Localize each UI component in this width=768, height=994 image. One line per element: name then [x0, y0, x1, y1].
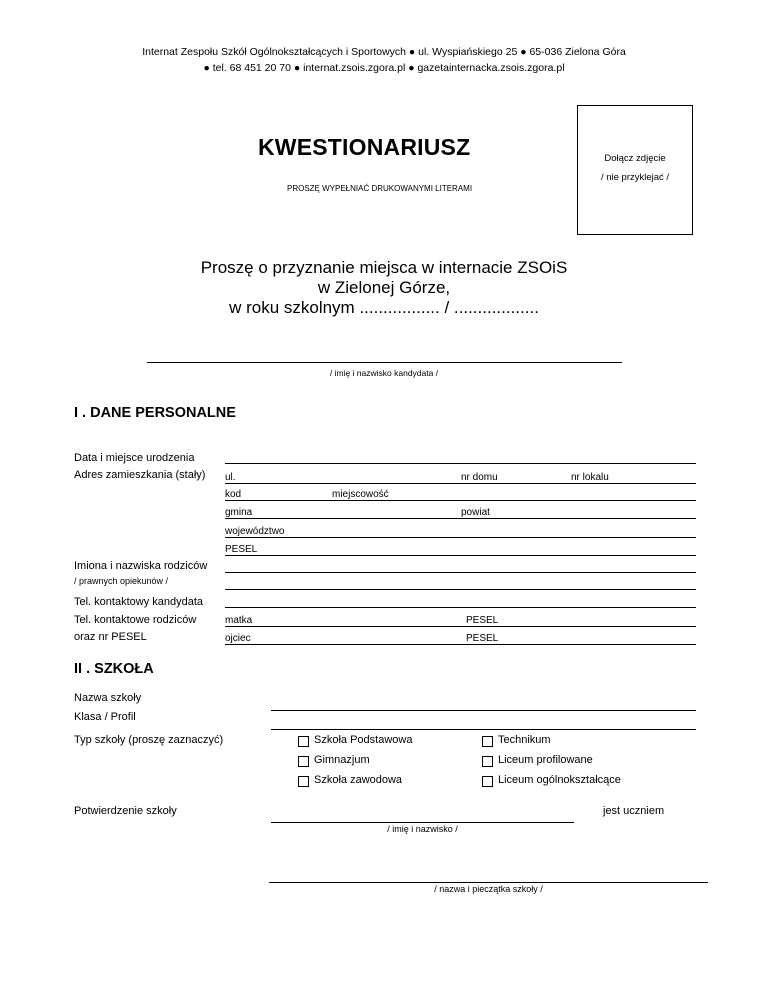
- voivodeship-label: województwo: [225, 526, 285, 537]
- street-label: ul.: [225, 472, 236, 483]
- student-name-line[interactable]: [271, 822, 574, 823]
- birth-label: Data i miejsce urodzenia: [74, 452, 195, 464]
- option-technical-school: Technikum: [498, 734, 551, 746]
- candidate-name-caption: / imię i nazwisko kandydata /: [329, 368, 439, 378]
- header-line-1: Internat Zespołu Szkół Ogólnokształcących i Sportowych ● ul. Wyspiańskiego 25 ● 65-036 Zielona Góra: [142, 46, 626, 58]
- birth-field-line[interactable]: [225, 463, 696, 464]
- option-primary-school: Szkoła Podstawowa: [314, 734, 413, 746]
- photo-box-label: Dołącz zdjęcie: [604, 153, 666, 164]
- candidate-name-line[interactable]: [147, 362, 622, 363]
- candidate-phone-label: Tel. kontaktowy kandydata: [74, 596, 204, 608]
- request-line-3[interactable]: w roku szkolnym ................. / ..................: [229, 298, 539, 317]
- county-label: powiat: [461, 507, 490, 518]
- mother-pesel-label: PESEL: [466, 615, 499, 626]
- mother-label: matka: [225, 615, 253, 626]
- photo-box[interactable]: [577, 105, 693, 235]
- school-name-line[interactable]: [271, 710, 696, 711]
- school-name-label: Nazwa szkoły: [74, 692, 142, 704]
- checkbox-profiled-high-school[interactable]: [482, 756, 493, 767]
- school-stamp-caption: / nazwa i pieczątka szkoły /: [434, 884, 543, 894]
- checkbox-general-high-school[interactable]: [482, 776, 493, 787]
- section-2-heading: II . SZKOŁA: [74, 661, 154, 677]
- and-pesel-label: oraz nr PESEL: [74, 631, 147, 643]
- school-type-label: Typ szkoły (proszę zaznaczyć): [74, 734, 224, 746]
- father-field-line[interactable]: [225, 644, 696, 645]
- flat-number-label: nr lokalu: [571, 472, 609, 483]
- father-pesel-label: PESEL: [466, 633, 499, 644]
- pesel-field-line[interactable]: [225, 555, 696, 556]
- house-number-label: nr domu: [461, 472, 498, 483]
- mother-field-line[interactable]: [225, 626, 696, 627]
- school-confirmation-label: Potwierdzenie szkoły: [74, 805, 177, 817]
- class-label: Klasa / Profil: [74, 711, 136, 723]
- street-field-line[interactable]: [225, 483, 696, 484]
- city-field-line[interactable]: [225, 500, 696, 501]
- candidate-phone-line[interactable]: [225, 607, 696, 608]
- guardians-label: / prawnych opiekunów /: [74, 576, 169, 586]
- city-label: miejscowość: [332, 489, 389, 500]
- form-title: KWESTIONARIUSZ: [258, 134, 471, 160]
- request-line-1: Proszę o przyznanie miejsca w internacie ZSOiS: [200, 258, 568, 277]
- address-label: Adres zamieszkania (stały): [74, 469, 206, 481]
- parents-field-line-1[interactable]: [225, 572, 696, 573]
- parents-phone-label: Tel. kontaktowe rodziców: [74, 614, 197, 626]
- class-line[interactable]: [271, 729, 696, 730]
- option-vocational-school: Szkoła zawodowa: [314, 774, 403, 786]
- checkbox-middle-school[interactable]: [298, 756, 309, 767]
- parents-label: Imiona i nazwiska rodziców: [74, 560, 208, 572]
- option-middle-school: Gimnazjum: [314, 754, 370, 766]
- commune-field-line[interactable]: [225, 518, 696, 519]
- checkbox-primary-school[interactable]: [298, 736, 309, 747]
- option-general-high-school: Liceum ogólnokształcące: [498, 774, 621, 786]
- school-stamp-line[interactable]: [269, 882, 708, 883]
- request-line-2: w Zielonej Górze,: [317, 278, 451, 297]
- student-name-caption: / imię i nazwisko /: [387, 824, 458, 834]
- option-profiled-high-school: Liceum profilowane: [498, 754, 593, 766]
- commune-label: gmina: [225, 507, 253, 518]
- parents-field-line-2[interactable]: [225, 589, 696, 590]
- postal-code-label: kod: [225, 489, 242, 500]
- checkbox-vocational-school[interactable]: [298, 776, 309, 787]
- print-instruction: PROSZĘ WYPEŁNIAĆ DRUKOWANYMI LITERAMI: [287, 184, 473, 193]
- section-1-heading: I . DANE PERSONALNE: [74, 405, 236, 421]
- voivodeship-field-line[interactable]: [225, 537, 696, 538]
- father-label: ojciec: [225, 633, 251, 644]
- photo-box-note: / nie przyklejać /: [600, 172, 670, 183]
- checkbox-technical-school[interactable]: [482, 736, 493, 747]
- pesel-label: PESEL: [225, 544, 258, 555]
- is-student-label: jest uczniem: [603, 805, 665, 817]
- header-line-2: ● tel. 68 451 20 70 ● internat.zsois.zgora.pl ● gazetainternacka.zsois.zgora.pl: [203, 62, 565, 74]
